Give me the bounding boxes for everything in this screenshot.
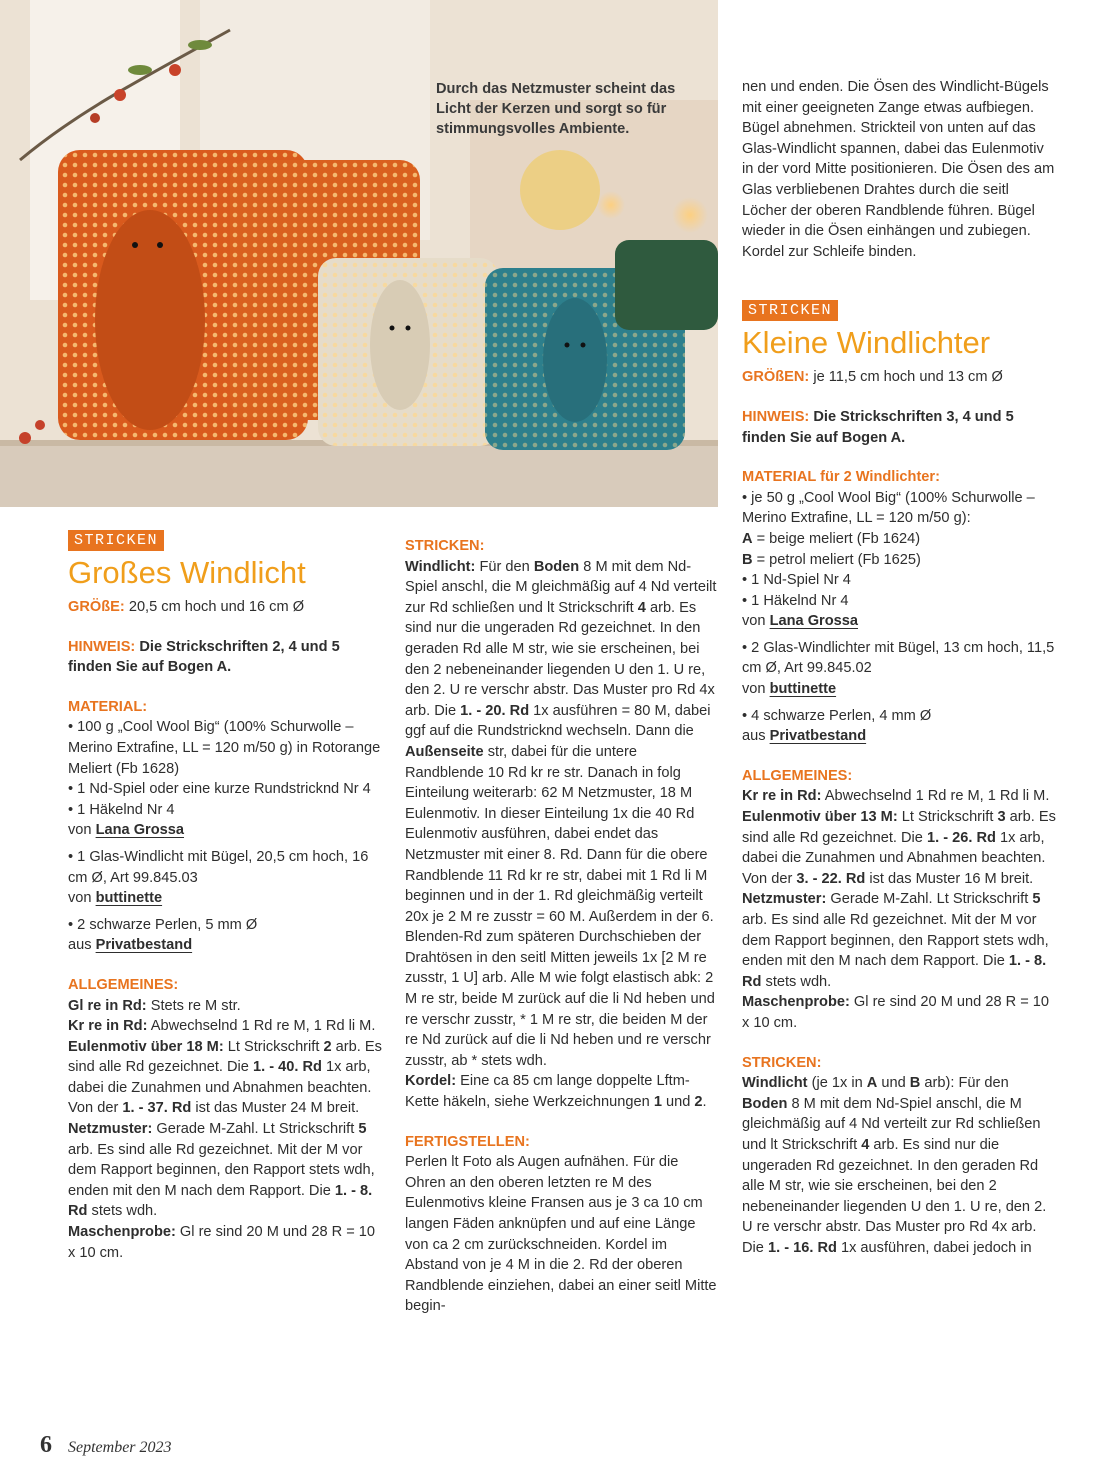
general-item: Maschenprobe: Gl re sind 20 M und 28 R = 10 x 10 cm. [68, 1224, 376, 1261]
material-source: von buttinette [742, 681, 837, 698]
section-tag: STRICKEN [68, 530, 386, 551]
material-item: • je 50 g „Cool Wool Big“ (100% Schurwolle – Merino Extrafine, LL = 120 m/50 g): [742, 489, 1035, 527]
page-number: 6 [40, 1432, 52, 1458]
material-item: • 4 schwarze Perlen, 4 mm Ø [742, 707, 932, 724]
page-footer [40, 1432, 172, 1459]
section-title: Kleine Windlichter [742, 325, 991, 361]
small-lanterns-column [742, 77, 1057, 1259]
general-item: Gl re in Rd: Stets re M str. [68, 997, 241, 1014]
material-item: • 1 Häkelnd Nr 4 [68, 801, 175, 818]
general-item: Eulenmotiv über 13 M: Lt Strickschrift 3 arb. Es sind alle Rd gezeichnet. Die 1. - 26. Rd 1x arb, dabei die Zunahmen und Abnahmen beachten. Von der 3. - 22. Rd ist das Muster 16 M breit. [742, 809, 1056, 887]
finishing-text: Perlen lt Foto als Augen aufnähen. Für die Ohren an den oberen letzten re M des Eulenmotivs kleine Fransen aus je 3 ca 10 cm langen Fäden anknüpfen und auf eine Länge von ca 2 cm zurückschneiden. Kordel im Abstand von je 4 M in die 2. Rd der oberen Randblende einziehen, dabei an einer seitl Mitte begin- [405, 1154, 717, 1315]
general-item: Netzmuster: Gerade M-Zahl. Lt Strickschrift 5 arb. Es sind alle Rd gezeichnet. Mit der M vor dem Rapport beginnen, den Rapport stets wdh, enden mit den M nach dem Rapport. Die 1. - 8. Rd stets wdh. [742, 891, 1049, 990]
hint-line: HINWEIS: Die Strickschriften 3, 4 und 5 finden Sie auf Bogen A. [742, 408, 1014, 446]
material-item: • 1 Nd-Spiel oder eine kurze Rundstricknd Nr 4 [68, 781, 371, 798]
issue-date: September 2023 [68, 1439, 172, 1456]
material-item: • 2 schwarze Perlen, 5 mm Ø [68, 916, 258, 933]
size-line: GRÖßEN: je 11,5 cm hoch und 13 cm Ø [742, 369, 1003, 386]
material-source: aus Privatbestand [742, 728, 867, 745]
material-source: aus Privatbestand [68, 937, 193, 954]
general-item: Netzmuster: Gerade M-Zahl. Lt Strickschrift 5 arb. Es sind alle Rd gezeichnet. Mit der M vor dem Rapport beginnen, den Rapport stets wdh, enden mit den M nach dem Rapport. Die 1. - 8. Rd stets wdh. [68, 1121, 375, 1220]
size-line: GRÖßE: 20,5 cm hoch und 16 cm Ø [68, 599, 305, 615]
finishing-heading: FERTIGSTELLEN: [405, 1133, 530, 1150]
general-item: Eulenmotiv über 18 M: Lt Strickschrift 2 arb. Es sind alle Rd gezeichnet. Die 1. - 40. Rd 1x arb, dabei die Zunahmen und Abnahmen beachten. Von der 1. - 37. Rd ist das Muster 24 M breit. [68, 1038, 382, 1117]
material-source: von Lana Grossa [68, 822, 185, 839]
material-item: A = beige meliert (Fb 1624) [742, 530, 921, 547]
instructions-column [405, 536, 717, 1317]
windlicht-instructions: Windlicht: Für den Boden 8 M mit dem Nd-Spiel anschl, die M gleichmäßig auf 4 Nd verteilt zur Rd schließen und lt Strickschrift 4 arb. Es sind nur die ungeraden Rd gezeichnet. In den geraden Rd alle M str, wie sie erscheinen, bei den 2 nebeneinander liegenden U den 1. U re, den 2. U re verschr abstr. Das Muster pro Rd 4x arb. Die 1. - 20. Rd 1x ausführen = 80 M, dabei ggf auf die Rundstricknd wechseln. Dann die Außenseite str, dabei für die untere Randblende 10 Rd kr re str. Danach in folg Einteilung weiterarb: 62 M Netzmuster, 18 M Eulenmotiv. In dieser Einteilung 1x die 40 Rd Eulenmotiv ausführen, dabei endet das Netzmuster mit einer 8. Rd. Dann für die obere Randblende 11 Rd kr re str, dabei mit 1 Rd li M beginnen und in der 1. Rd gleichmäßig verteilt 20x je 2 M re zusstr = 60 M. Außerdem in der 6. Blenden-Rd zum späteren Durchschieben der Drahtösen in den seitl Mitten jeweils 1x [2 M re zusstr, 1 U] arb. Alle M wie folgt elastisch abk: 2 M re str, beide M zurück auf die li Nd heben und re verschr zusstr, * 1 M re str, die beiden M der re Nd zurück auf die li Nd heben und re verschr zusstr, ab * stets wdh. [405, 558, 717, 1069]
large-lantern-column [68, 530, 386, 1263]
photo-illustration [0, 0, 718, 507]
general-item: Maschenprobe: Gl re sind 20 M und 28 R = 10 x 10 cm. [742, 994, 1050, 1031]
photo-caption: Durch das Netzmuster scheint das Licht der Kerzen und sorgt so für stimmungsvolles Ambiente. [436, 81, 676, 137]
general-item: Kr re in Rd: Abwechselnd 1 Rd re M, 1 Rd li M. [68, 1018, 376, 1035]
material-source: von Lana Grossa [742, 613, 859, 630]
knitting-heading: STRICKEN: [742, 1054, 822, 1071]
material-item: • 1 Häkelnd Nr 4 [742, 592, 849, 609]
material-heading: MATERIAL für 2 Windlichter: [742, 469, 940, 486]
hint-line: HINWEIS: Die Strickschriften 2, 4 und 5 finden Sie auf Bogen A. [68, 638, 340, 676]
cord-instructions: Kordel: Eine ca 85 cm lange doppelte Lftm-Kette häkeln, siehe Werkzeichnungen 1 und 2. [405, 1073, 707, 1111]
general-item: Kr re in Rd: Abwechselnd 1 Rd re M, 1 Rd li M. [742, 788, 1050, 805]
knitting-heading: STRICKEN: [405, 538, 485, 554]
general-heading: ALLGEMEINES: [742, 767, 853, 784]
material-item: • 100 g „Cool Wool Big“ (100% Schurwolle – Merino Extrafine, LL = 120 m/50 g) in Rotorange Meliert (Fb 1628) [68, 719, 381, 777]
finishing-continued: nen und enden. Die Ösen des Windlicht-Bügels mit einer geeigneten Zange etwas aufbiegen. Bügel abnehmen. Strickteil von unten auf das Glas-Windlicht spannen, dabei das Eulenmotiv in der vord Mitte positionieren. Die Ösen des am Glas verbliebenen Drahtes durch die seitl Löcher der oberen Randblende führen. Bügel wieder in die Ösen einhängen und zubiegen. Kordel zur Schleife binden. [742, 79, 1055, 260]
material-item: B = petrol meliert (Fb 1625) [742, 551, 921, 568]
lantern-photo [0, 0, 718, 507]
material-item: • 1 Nd-Spiel Nr 4 [742, 572, 851, 589]
section-title: Großes Windlicht [68, 555, 306, 590]
windlicht-instructions: Windlicht (je 1x in A und B arb): Für den Boden 8 M mit dem Nd-Spiel anschl, die M gleichmäßig auf 4 Nd verteilt zur Rd schließen und lt Strickschrift 4 arb. Es sind nur die ungeraden Rd gezeichnet. In den geraden Rd alle M str, wie sie erscheinen, bei den 2 nebeneinander liegenden U den 1. U re, den 2. U re verschr abstr. Das Muster pro Rd 4x arb. Die 1. - 16. Rd 1x ausführen, dabei jedoch in [742, 1075, 1047, 1256]
material-item: • 1 Glas-Windlicht mit Bügel, 20,5 cm hoch, 16 cm Ø, Art 99.845.03 [68, 848, 369, 886]
general-heading: ALLGEMEINES: [68, 976, 179, 993]
material-heading: MATERIAL: [68, 698, 148, 715]
material-source: von buttinette [68, 890, 163, 907]
section-tag: STRICKEN [742, 300, 1057, 321]
material-item: • 2 Glas-Windlichter mit Bügel, 13 cm hoch, 11,5 cm Ø, Art 99.845.02 [742, 639, 1055, 677]
